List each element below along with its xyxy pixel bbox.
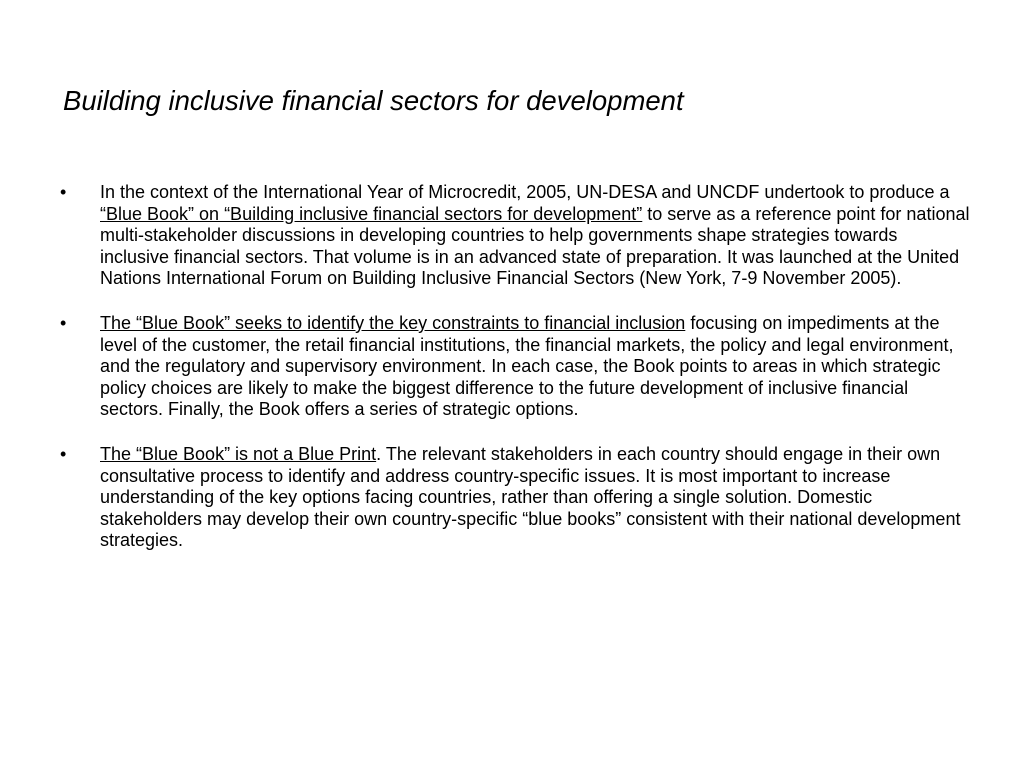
- slide-title: Building inclusive financial sectors for development: [63, 85, 684, 116]
- bullet-list: [56, 182, 970, 575]
- blue-book-title-link[interactable]: “Blue Book” on “Building inclusive financial sectors for development”: [100, 203, 643, 224]
- bullet-text: . The relevant stakeholders in each country should engage in their own consultative process to identify and address country-specific issues. It is most important to increase understanding of the key options facing countries, rather than offering a single solution. Domestic stakeholders may develop their own country-specific “blue books” consistent with their national development strategies.: [100, 443, 961, 551]
- key-constraints-link[interactable]: The “Blue Book” seeks to identify the key constraints to financial inclusion: [100, 312, 686, 333]
- not-a-blue-print-link[interactable]: The “Blue Book” is not a Blue Print: [100, 443, 377, 464]
- bullet-text: focusing on impediments at the level of the customer, the retail financial institutions, the financial markets, the policy and legal environment, and the regulatory and supervisory environment. In each case, the Book points to areas in which strategic policy choices are likely to make the biggest difference to the future development of inclusive financial sectors. Finally, the Book offers a series of strategic options.: [100, 312, 954, 420]
- bullet-item: [56, 313, 970, 421]
- bullet-text: In the context of the International Year of Microcredit, 2005, UN-DESA and UNCDF undertook to produce a: [100, 182, 950, 202]
- bullet-glyph: •: [60, 443, 67, 464]
- bullet-glyph: •: [60, 182, 67, 202]
- bullet-item: [56, 444, 970, 552]
- bullet-item: [56, 182, 970, 290]
- bullet-text: to serve as a reference point for national multi-stakeholder discussions in developing countries to help governments shape strategies towards inclusive financial sectors. That volume is in an advanced state of preparation. It was launched at the United Nations International Forum on Building Inclusive Financial Sectors (New York, 7-9 November 2005).: [100, 203, 970, 289]
- bullet-glyph: •: [60, 312, 67, 333]
